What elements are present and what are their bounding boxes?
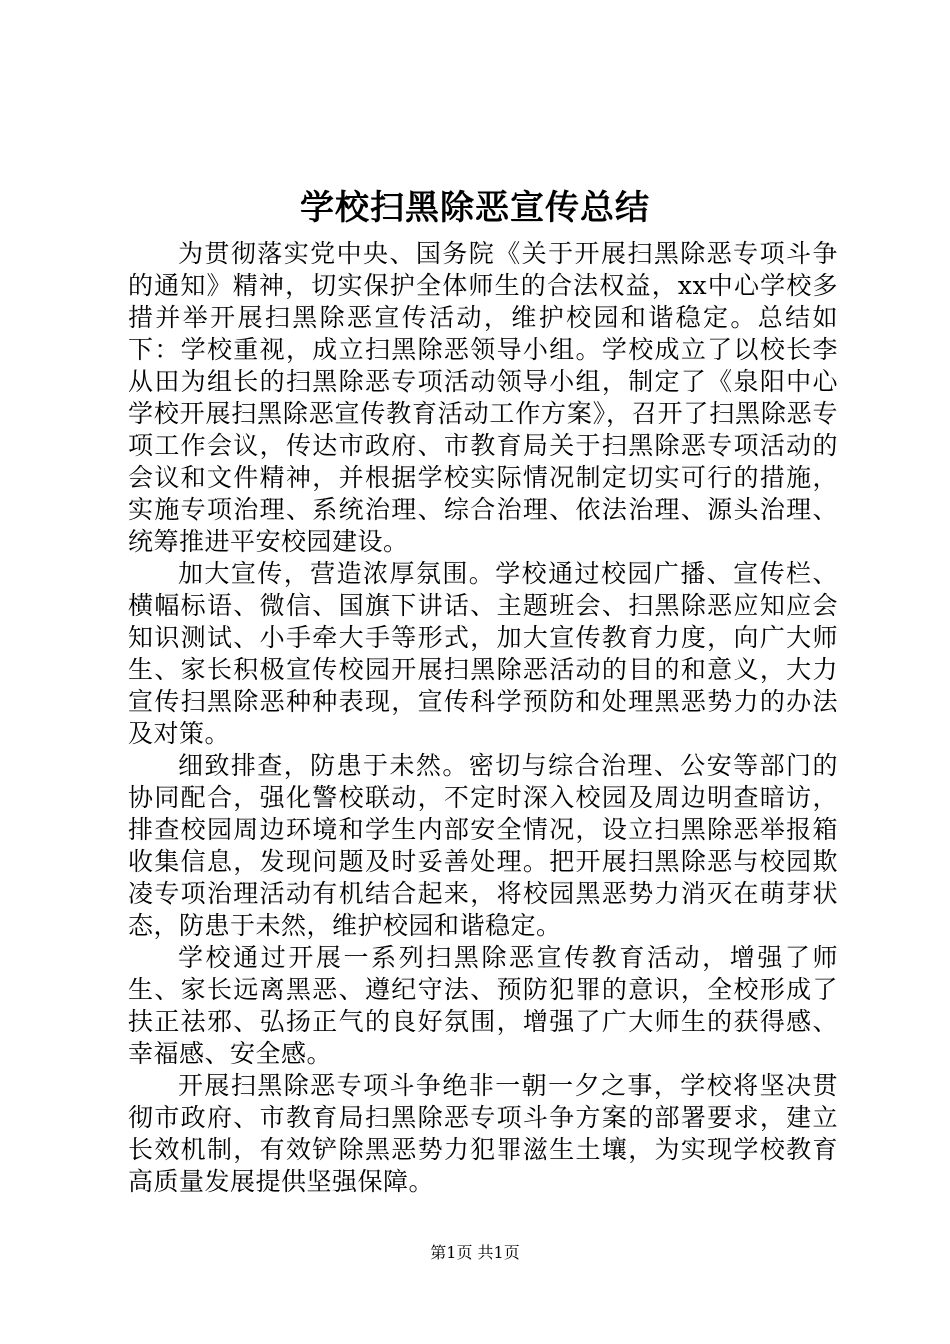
paragraph-4: 学校通过开展一系列扫黑除恶宣传教育活动，增强了师生、家长远离黑恶、遵纪守法、预防犯罪的意识，全校形成了扶正祛邪、弘扬正气的良好氛围，增强了广大师生的获得感、幸福感、安全感。 bbox=[128, 943, 838, 1068]
document-body bbox=[128, 238, 838, 1198]
paragraph-3: 细致排查，防患于未然。密切与综合治理、公安等部门的协同配合，强化警校联动，不定时深入校园及周边明查暗访，排查校园周边环境和学生内部安全情况，设立扫黑除恶举报箱收集信息，发现问题及时妥善处理。把开展扫黑除恶与校园欺凌专项治理活动有机结合起来，将校园黑恶势力消灭在萌芽状态，防患于未然，维护校园和谐稳定。 bbox=[128, 751, 838, 940]
document-title: 学校扫黑除恶宣传总结 bbox=[300, 188, 650, 228]
paragraph-2: 加大宣传，营造浓厚氛围。学校通过校园广播、宣传栏、横幅标语、微信、国旗下讲话、主题班会、扫黑除恶应知应会知识测试、小手牵大手等形式，加大宣传教育力度，向广大师生、家长积极宣传校园开展扫黑除恶活动的目的和意义，大力宣传扫黑除恶种种表现，宣传科学预防和处理黑恶势力的办法及对策。 bbox=[128, 559, 838, 748]
page-footer: 第1页 共1页 bbox=[430, 1243, 520, 1262]
paragraph-5: 开展扫黑除恶专项斗争绝非一朝一夕之事，学校将坚决贯彻市政府、市教育局扫黑除恶专项斗争方案的部署要求，建立长效机制，有效铲除黑恶势力犯罪滋生土壤，为实现学校教育高质量发展提供坚强保障。 bbox=[128, 1071, 838, 1196]
paragraph-1: 为贯彻落实党中央、国务院《关于开展扫黑除恶专项斗争的通知》精神，切实保护全体师生的合法权益，xx中心学校多措并举开展扫黑除恶宣传活动，维护校园和谐稳定。总结如下：学校重视，成立扫黑除恶领导小组。学校成立了以校长李从田为组长的扫黑除恶专项活动领导小组，制定了《泉阳中心学校开展扫黑除恶宣传教育活动工作方案》，召开了扫黑除恶专项工作会议，传达市政府、市教育局关于扫黑除恶专项活动的会议和文件精神，并根据学校实际情况制定切实可行的措施，实施专项治理、系统治理、综合治理、依法治理、源头治理、统筹推进平安校园建设。 bbox=[128, 239, 838, 556]
